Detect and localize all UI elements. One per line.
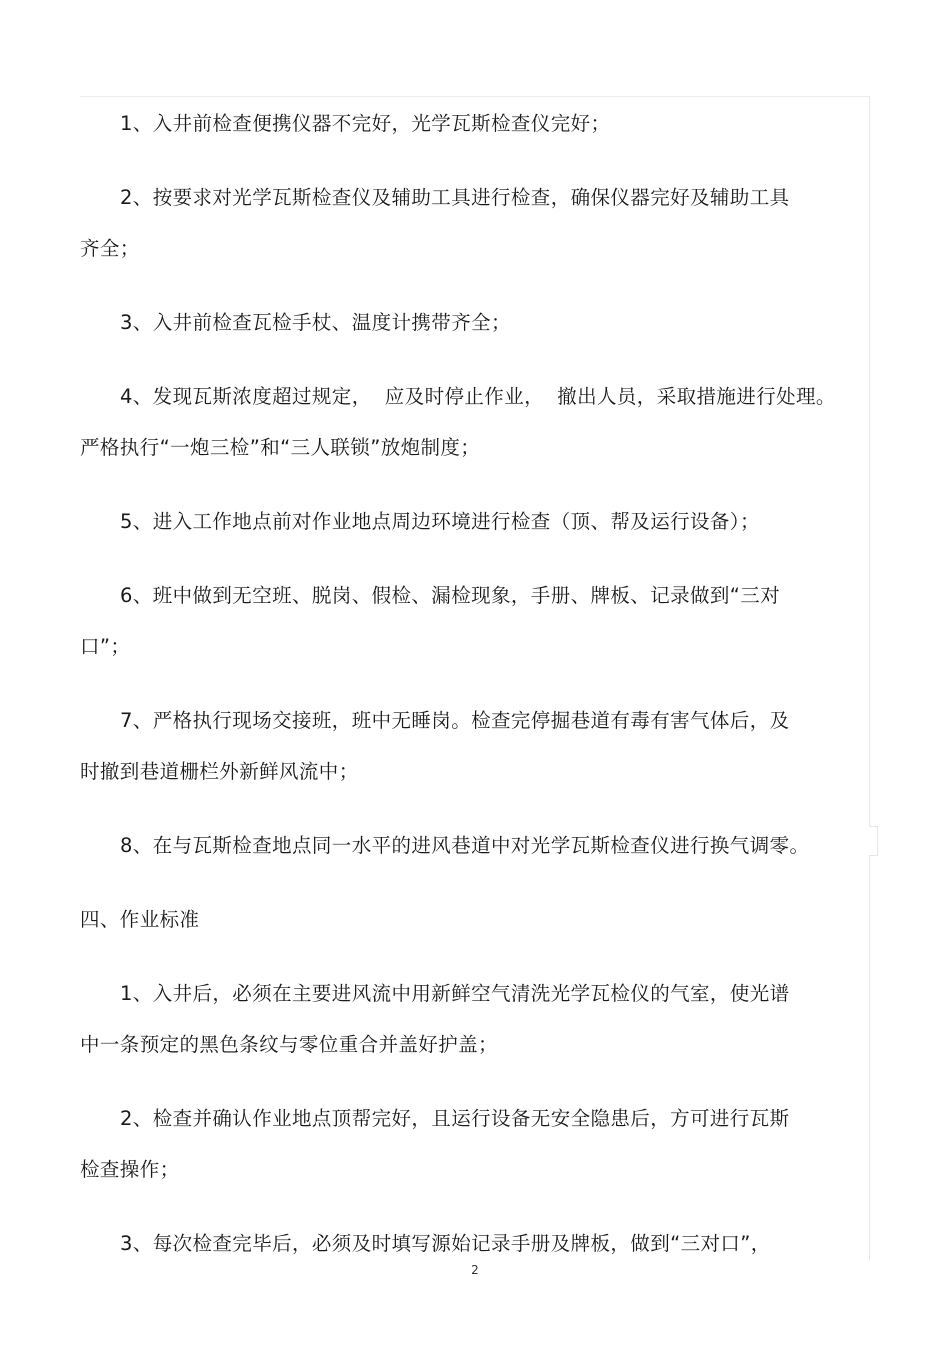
section-heading-text: 四、作业标准 (80, 908, 200, 931)
paragraph-line: 3、每次检查完毕后，必须及时填写源始记录手册及牌板，做到“三对口”， (120, 1232, 771, 1255)
paragraph-8 (80, 820, 855, 871)
paragraph-3 (80, 297, 855, 348)
paragraph-line: 7、严格执行现场交接班，班中无睡岗。检查完停掘巷道有毒有害气体后，及 (120, 709, 790, 732)
paragraph-line: 1、入井前检查便携仪器不完好，光学瓦斯检查仪完好； (120, 112, 611, 135)
page-frame-right-line (869, 96, 870, 826)
paragraph-line: 5、进入工作地点前对作业地点周边环境进行检查（顶、帮及运行设备）； (120, 510, 760, 533)
paragraph-line: 4、发现瓦斯浓度超过规定， 应及时停止作业， 撤出人员，采取措施进行处理。 (120, 385, 836, 408)
paragraph-line: 齐全； (80, 237, 140, 260)
page-frame-right-line-lower (869, 856, 870, 1261)
page-number: 2 (471, 1263, 479, 1277)
document-body (80, 98, 855, 1269)
paragraph-2 (80, 172, 855, 274)
paragraph-4 (80, 371, 855, 473)
paragraph-line: 8、在与瓦斯检查地点同一水平的进风巷道中对光学瓦斯检查仪进行换气调零。 (120, 834, 810, 857)
paragraph-line: 3、入井前检查瓦检手杖、温度计携带齐全； (120, 311, 511, 334)
paragraph-line: 2、检查并确认作业地点顶帮完好，且运行设备无安全隐患后，方可进行瓦斯 (120, 1107, 790, 1130)
paragraph-5 (80, 496, 855, 547)
paragraph-line: 2、按要求对光学瓦斯检查仪及辅助工具进行检查，确保仪器完好及辅助工具 (120, 186, 790, 209)
paragraph-6 (80, 570, 855, 672)
section-heading (80, 894, 855, 945)
paragraph-line: 检查操作； (80, 1158, 180, 1181)
paragraph-11 (80, 1218, 855, 1269)
paragraph-line: 中一条预定的黑色条纹与零位重合并盖好护盖； (80, 1033, 498, 1056)
paragraph-9 (80, 968, 855, 1070)
paragraph-line: 时撤到巷道栅栏外新鲜风流中； (80, 760, 359, 783)
paragraph-line: 6、班中做到无空班、脱岗、假检、漏检现象，手册、牌板、记录做到“三对 (120, 584, 781, 607)
page-frame-top-line (80, 96, 870, 97)
paragraph-line: 口”； (80, 635, 131, 658)
paragraph-10 (80, 1093, 855, 1195)
paragraph-line: 1、入井后，必须在主要进风流中用新鲜空气清洗光学瓦检仪的气室，使光谱 (120, 982, 790, 1005)
paragraph-line: 严格执行“一炮三检”和“三人联锁”放炮制度； (80, 436, 481, 459)
paragraph-7 (80, 695, 855, 797)
page-frame-notch (869, 826, 878, 856)
paragraph-1 (80, 98, 855, 149)
